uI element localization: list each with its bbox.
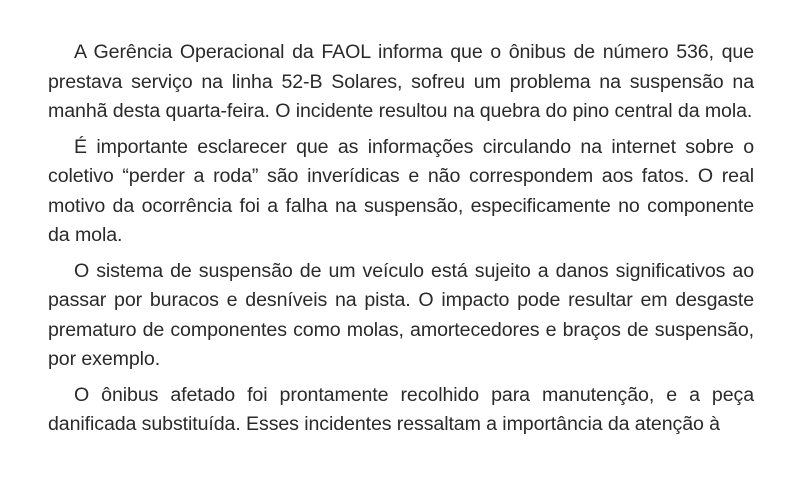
cropped-top-text [470, 0, 760, 6]
paragraph-2: É importante esclarecer que as informações circulando na internet sobre o coletivo “perder a roda” são inverídicas e não correspondem aos fatos. O real motivo da ocorrência foi a falha na suspensão, especificamente no componente da mola. [48, 135, 754, 246]
paragraph-1: A Gerência Operacional da FAOL informa que o ônibus de número 536, que prestava serviço na linha 52-B Solares, sofreu um problema na suspensão na manhã desta quarta-feira. O incidente resultou na quebra do pino central da mola. [48, 41, 754, 122]
paragraph-4: O ônibus afetado foi prontamente recolhido para manutenção, e a peça danificada substituída. Esses incidentes ressaltam a importância da atenção à [48, 383, 754, 435]
article-body [48, 38, 754, 446]
paragraph-3: O sistema de suspensão de um veículo está sujeito a danos significativos ao passar por buracos e desníveis na pista. O impacto pode resultar em desgaste prematuro de componentes como molas, amortecedores e braços de suspensão, por exemplo. [48, 259, 754, 370]
